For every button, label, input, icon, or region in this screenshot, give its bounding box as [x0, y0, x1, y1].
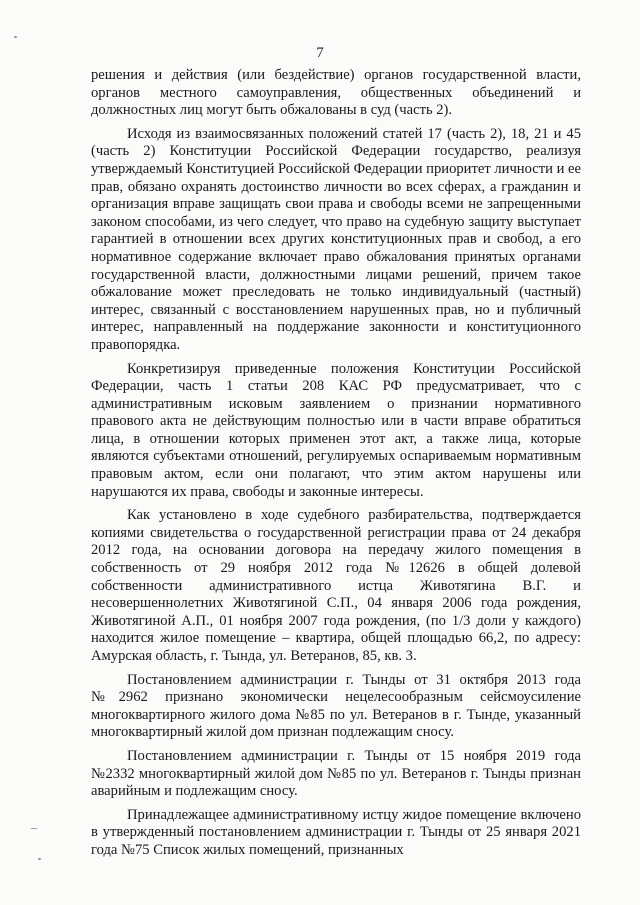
scan-speck	[31, 828, 37, 829]
paragraph-resolution-2962: Постановлением администрации г. Тынды от 31 октября 2013 года №2962 признано экономически нецелесообразным сейсмоусиление многоквартирного жилого дома №85 по ул. Ветеранов в г. Тынде, указанный многоквартирный жилой дом признан подлежащим сносу.	[91, 671, 581, 741]
paragraph-ownership-facts: Как установлено в ходе судебного разбирательства, подтверждается копиями свидетельства о государственной регистрации права от 24 декабря 2012 года, на основании договора на передачу жилого помещения в собственность от 29 ноября 2012 года №12626 в общей долевой собственности административного истца Животягина В.Г. и несовершеннолетних Животягиной С.П., 04 января 2006 года рождения, Животягиной А.П., 01 ноября 2007 года рождения, (по 1/3 доли у каждого) находится жилое помещение – квартира, общей площадью 66,2, по адресу: Амурская область, г. Тында, ул. Ветеранов, 85, кв. 3.	[91, 507, 581, 664]
scan-speck	[38, 858, 41, 860]
paragraph-kas-article-208: Конкретизируя приведенные положения Конституции Российской Федерации, часть 1 статьи 208 КАС РФ предусматривает, что с административным исковым заявлением о признании нормативного правового акта не действующим полностью или в части вправе обратиться лица, в отношении которых применен этот акт, а также лица, которые являются субъектами отношений, регулируемых оспариваемым нормативным правовым актом, если они полагают, что этим актом нарушены или нарушаются их права, свободы и законные интересы.	[91, 360, 581, 500]
paragraph-continuation: решения и действия (или бездействие) органов государственной власти, органов местного самоуправления, общественных объединений и должностных лиц могут быть обжалованы в суд (часть 2).	[91, 67, 581, 119]
paragraph-resolution-2332: Постановлением администрации г. Тынды от 15 ноября 2019 года №2332 многоквартирный жилой дом №85 по ул. Ветеранов г. Тынды признан аварийным и подлежащим сносу.	[91, 747, 581, 800]
paragraph-constitution-provisions: Исходя из взаимосвязанных положений статей 17 (часть 2), 18, 21 и 45 (часть 2) Конституции Российской Федерации государство, реализуя утверждаемый Конституцией Российской Федерации приоритет личности и ее прав, обязано охранять достоинство личности во всех сферах, а гражданин и организация вправе защищать свои права и свободы всеми не запрещенными законом способами, из чего следует, что право на судебную защиту выступает гарантией в отношении всех других конституционных прав и свобод, а его нормативное содержание включает право обжалования принятых органами государственной власти, должностными лицами решений, причем такое обжалование может преследовать не только индивидуальный (частный) интерес, связанный с восстановлением нарушенных прав, но и публичный интерес, направленный на поддержание законности и конституционного правопорядка.	[91, 125, 582, 353]
paragraph-resolution-75: Принадлежащее административному истцу жидое помещение включено в утвержденный постановлением администрации г. Тынды от 25 января 2021 года №75 Список жилых помещений, признанных	[91, 806, 581, 858]
scan-speck	[14, 36, 17, 38]
page-number: 7	[316, 45, 324, 61]
document-body	[91, 67, 581, 860]
